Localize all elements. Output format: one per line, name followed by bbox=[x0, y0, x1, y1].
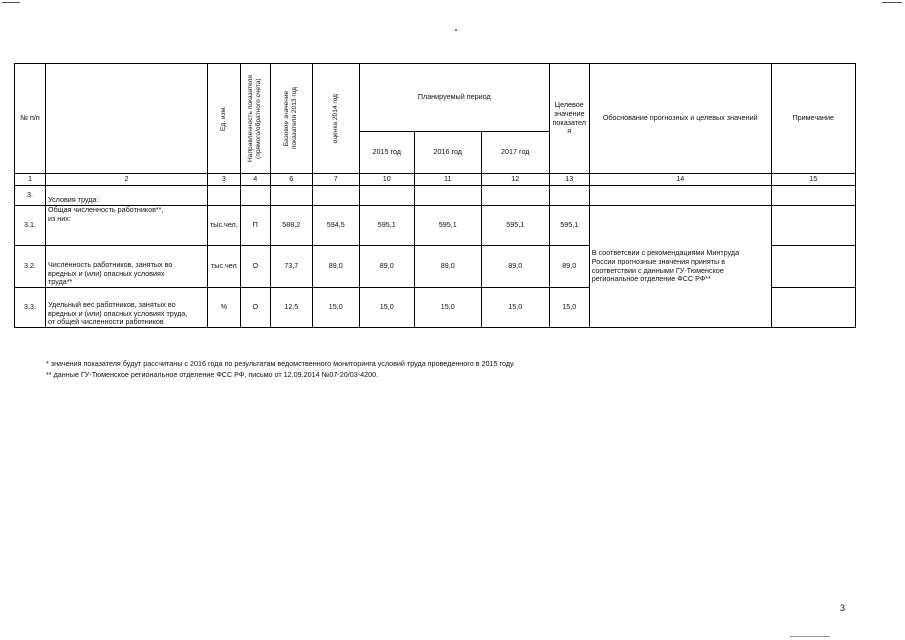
row-2015: 89,0 bbox=[359, 246, 414, 288]
section-row bbox=[15, 186, 856, 206]
note-cell bbox=[771, 206, 855, 246]
footnotes bbox=[46, 358, 515, 380]
row-base: 73,7 bbox=[270, 246, 312, 288]
table-row bbox=[15, 206, 856, 246]
row-target: 15,0 bbox=[549, 288, 589, 328]
row-direction: О bbox=[240, 288, 270, 328]
justification-cell bbox=[589, 206, 771, 328]
colnum-cell: 6 bbox=[270, 174, 312, 186]
row-name-line: Удельный вес работников, занятых во bbox=[48, 300, 176, 310]
row-num: 3.1. bbox=[15, 206, 46, 246]
row-estimate: 15,0 bbox=[312, 288, 359, 328]
row-unit: тыс.чел bbox=[208, 246, 241, 288]
header-year-2015: 2015 год bbox=[359, 132, 414, 174]
header-direction-line-2: (прямого/обратного счета) bbox=[255, 78, 263, 159]
colnum-cell: 10 bbox=[359, 174, 414, 186]
colnum-cell: 13 bbox=[549, 174, 589, 186]
header-unit-text: Ед. изм. bbox=[219, 106, 227, 131]
row-name-line: вредных и (или) опасных условиях bbox=[48, 268, 165, 278]
header-base bbox=[270, 64, 312, 174]
row-name-line: труда** bbox=[48, 277, 73, 287]
header-target-line-4: я bbox=[567, 126, 572, 136]
note-cell bbox=[771, 288, 855, 328]
colnum-cell: 11 bbox=[414, 174, 481, 186]
header-target-line-3: показател bbox=[552, 117, 586, 127]
empty-cell bbox=[208, 186, 241, 206]
header-base-line-2: показателя 2013 год bbox=[291, 87, 299, 150]
header-base-text bbox=[283, 87, 299, 149]
row-2017: 89,0 bbox=[481, 246, 549, 288]
section-num: 3. bbox=[15, 186, 46, 206]
header-planned-period: Планируемый период bbox=[359, 64, 549, 132]
page-number: 3 bbox=[840, 603, 846, 613]
header-year-2016: 2016 год bbox=[414, 132, 481, 174]
colnum-cell: 3 bbox=[208, 174, 241, 186]
header-estimate-text: оценка 2014 год bbox=[331, 93, 339, 144]
row-2016: 595,1 bbox=[414, 206, 481, 246]
header-base-line-1: Базовое значение bbox=[283, 90, 291, 147]
row-name-line: из них: bbox=[48, 213, 71, 223]
column-numbers-row bbox=[15, 174, 856, 186]
row-num: 3.2. bbox=[15, 246, 46, 288]
colnum-cell: 7 bbox=[312, 174, 359, 186]
header-name bbox=[46, 64, 208, 174]
header-year-2017: 2017 год bbox=[481, 132, 549, 174]
empty-cell bbox=[312, 186, 359, 206]
header-row-1 bbox=[15, 64, 856, 132]
justification-line: В соответсвии с рекомендациями Минтруда bbox=[591, 248, 740, 258]
empty-cell bbox=[771, 186, 855, 206]
colnum-cell: 12 bbox=[481, 174, 549, 186]
footnote-2: ** данные ГУ-Тюменское региональное отделение ФСС РФ, письмо от 12.09.2014 №07-20/03-4200. bbox=[46, 370, 379, 379]
row-name-line: Общая численность работников**, bbox=[48, 205, 164, 214]
justification-line: соответствии с данными ГУ-Тюменское bbox=[591, 265, 724, 275]
row-direction: О bbox=[240, 246, 270, 288]
bottom-rule bbox=[790, 636, 830, 637]
row-unit: тыс.чел. bbox=[208, 206, 241, 246]
colnum-cell: 15 bbox=[771, 174, 855, 186]
header-target-line-2: значение bbox=[553, 108, 585, 118]
row-name-line: вредных и (или) опасных условиях труда, bbox=[48, 308, 188, 318]
header-direction bbox=[240, 64, 270, 174]
colnum-cell: 4 bbox=[240, 174, 270, 186]
header-target-line-1: Целевое bbox=[554, 100, 584, 110]
row-2016: 89,0 bbox=[414, 246, 481, 288]
row-base: 588,2 bbox=[270, 206, 312, 246]
header-note: Примечание bbox=[771, 64, 855, 174]
row-direction: П bbox=[240, 206, 270, 246]
header-direction-line-1: Направленность показателя bbox=[247, 75, 255, 162]
colnum-cell: 1 bbox=[15, 174, 46, 186]
empty-cell bbox=[240, 186, 270, 206]
scan-dot bbox=[455, 29, 457, 31]
row-name bbox=[46, 288, 208, 328]
row-unit: % bbox=[208, 288, 241, 328]
row-estimate: 89,0 bbox=[312, 246, 359, 288]
row-2017: 15,0 bbox=[481, 288, 549, 328]
row-name bbox=[46, 246, 208, 288]
note-cell bbox=[771, 246, 855, 288]
empty-cell bbox=[414, 186, 481, 206]
empty-cell bbox=[481, 186, 549, 206]
row-2015: 15,0 bbox=[359, 288, 414, 328]
footnote-1: * значения показателя будут рассчитаны с 2016 года по результатам ведомственного мониторинга условий труда проведенного в 2015 году. bbox=[46, 359, 515, 368]
row-2016: 15,0 bbox=[414, 288, 481, 328]
empty-cell bbox=[589, 186, 771, 206]
header-target bbox=[549, 64, 589, 174]
header-num: № п/п bbox=[15, 64, 46, 174]
row-name-line: Численность работников, занятых во bbox=[48, 260, 173, 270]
row-estimate: 594,5 bbox=[312, 206, 359, 246]
justification-line: региональное отделение ФСС РФ** bbox=[591, 274, 711, 284]
header-justification: Обоснование прогнозных и целевых значений bbox=[589, 64, 771, 174]
colnum-cell: 2 bbox=[46, 174, 208, 186]
header-direction-text bbox=[247, 75, 263, 162]
row-name bbox=[46, 206, 208, 246]
row-num: 3.3. bbox=[15, 288, 46, 328]
justification-line: России прогнозные значения приняты в bbox=[591, 256, 726, 266]
empty-cell bbox=[270, 186, 312, 206]
row-2017: 595,1 bbox=[481, 206, 549, 246]
empty-cell bbox=[549, 186, 589, 206]
indicators-table bbox=[14, 63, 856, 328]
header-estimate bbox=[312, 64, 359, 174]
row-target: 89,0 bbox=[549, 246, 589, 288]
top-right-rule bbox=[882, 2, 902, 3]
row-name-line: от общей численности работников bbox=[48, 317, 164, 327]
top-left-rule bbox=[2, 2, 20, 3]
row-target: 595,1 bbox=[549, 206, 589, 246]
section-title: Условия труда: bbox=[46, 186, 208, 206]
row-2015: 595,1 bbox=[359, 206, 414, 246]
header-unit bbox=[208, 64, 241, 174]
empty-cell bbox=[359, 186, 414, 206]
colnum-cell: 14 bbox=[589, 174, 771, 186]
row-base: 12,5 bbox=[270, 288, 312, 328]
